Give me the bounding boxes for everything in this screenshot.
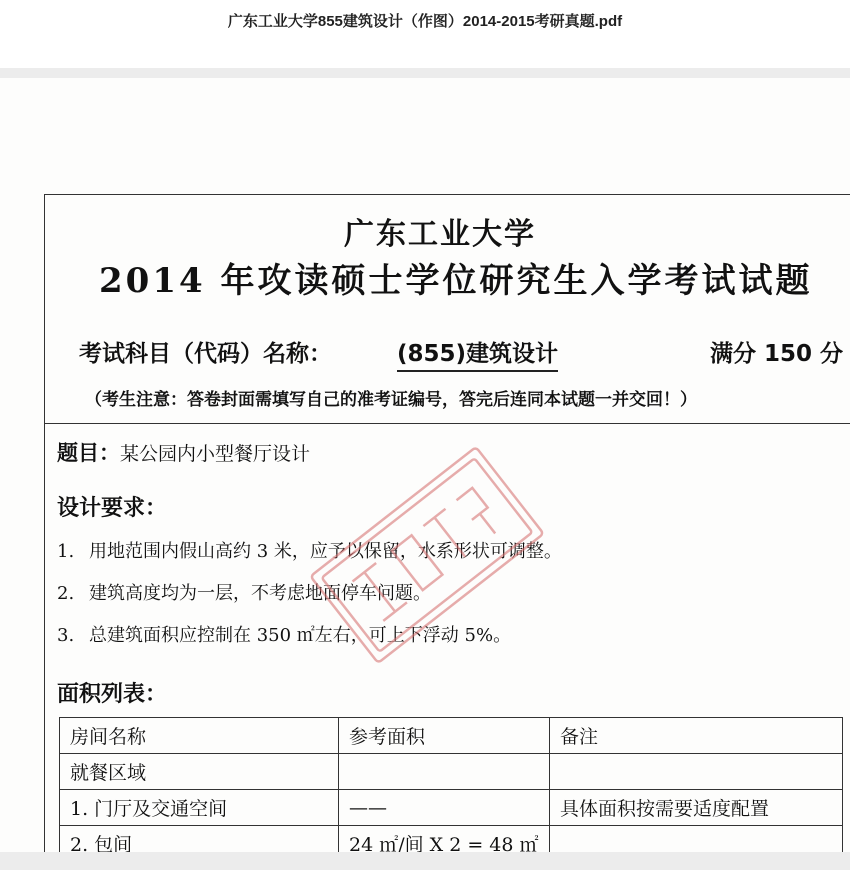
table-row	[60, 790, 843, 826]
topic-line	[57, 437, 310, 467]
table-row	[60, 754, 843, 790]
table-cell: 2. 包间	[60, 826, 339, 853]
candidate-notice: （考生注意：答卷封面需填写自己的准考证编号，答完后连同本试题一并交回！）	[85, 390, 697, 410]
subject-line	[79, 335, 843, 375]
area-table	[59, 717, 843, 852]
exam-paper-frame	[44, 194, 850, 852]
requirements-heading: 设计要求：	[57, 496, 168, 521]
requirements-list	[57, 537, 562, 663]
exam-title: 2014 年攻读硕士学位研究生入学考试试题	[99, 261, 813, 301]
column-header: 房间名称	[60, 718, 339, 754]
list-item: 1. 用地范围内假山高约 3 米，应予以保留，水系形状可调整。	[57, 541, 562, 562]
area-list-heading: 面积列表：	[57, 682, 168, 707]
column-header: 备注	[550, 718, 843, 754]
table-cell: 就餐区域	[60, 754, 339, 790]
topic-label: 题目：	[57, 441, 120, 465]
subject-value: (855)建筑设计	[397, 335, 558, 372]
topic-value: 某公园内小型餐厅设计	[120, 443, 311, 465]
exam-header-box	[45, 195, 850, 424]
table-header-row	[60, 718, 843, 754]
table-row	[60, 826, 843, 853]
pdf-viewport[interactable]	[0, 78, 850, 852]
viewer-bottom-bar	[0, 852, 850, 870]
table-cell: 具体面积按需要适度配置	[550, 790, 843, 826]
toolbar-separator	[0, 68, 850, 78]
pdf-page	[0, 78, 850, 852]
list-item: 2. 建筑高度均为一层，不考虑地面停车问题。	[57, 583, 431, 604]
document-filename: 广东工业大学855建筑设计（作图）2014-2015考研真题.pdf	[227, 13, 623, 30]
table-cell: 1. 门厅及交通空间	[60, 790, 339, 826]
column-header: 参考面积	[339, 718, 550, 754]
university-name: 广东工业大学	[344, 217, 536, 252]
table-cell	[550, 826, 843, 853]
list-item: 3. 总建筑面积应控制在 350 ㎡左右，可上下浮动 5%。	[57, 625, 512, 646]
table-cell	[550, 754, 843, 790]
subject-label: 考试科目（代码）名称：	[79, 341, 332, 367]
table-cell	[339, 754, 550, 790]
viewer-title-bar	[0, 0, 850, 68]
table-cell: 24 ㎡/间 X 2 = 48 ㎡	[339, 826, 550, 853]
full-score: 满分 150 分	[709, 341, 843, 367]
table-cell: ——	[339, 790, 550, 826]
